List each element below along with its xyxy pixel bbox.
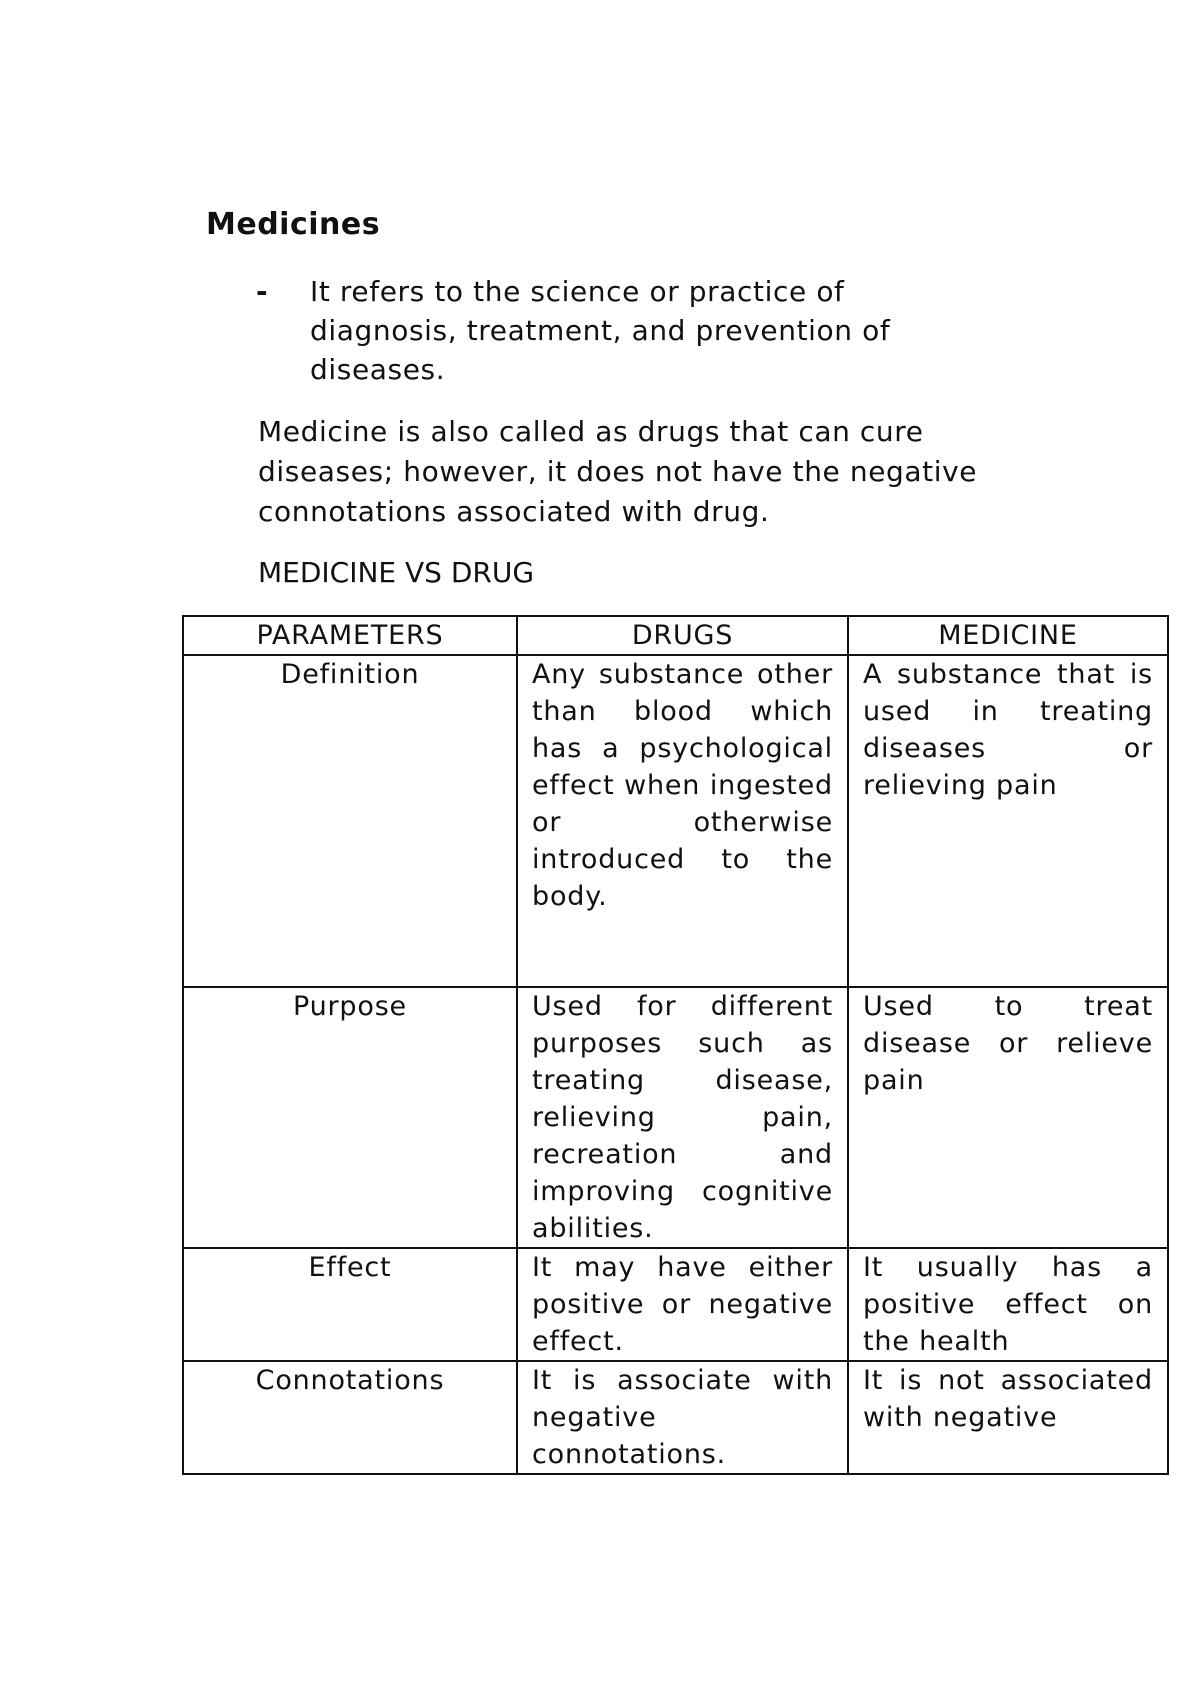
header-medicine: MEDICINE xyxy=(848,616,1168,655)
comparison-table xyxy=(182,615,1169,1475)
bullet-text: It refers to the science or practice of diagnosis, treatment, and prevention of diseases. xyxy=(310,275,891,386)
parameter-cell: Connotations xyxy=(183,1361,517,1474)
document-title: Medicines xyxy=(206,207,381,242)
header-drugs: DRUGS xyxy=(517,616,848,655)
medicine-cell: Used to treat disease or relieve pain xyxy=(848,987,1168,1248)
table-header-row xyxy=(183,616,1168,655)
drugs-cell: It may have either positive or negative effect. xyxy=(517,1248,848,1361)
intro-paragraph: Medicine is also called as drugs that can cure diseases; however, it does not have the negative connotations associated with drug. xyxy=(258,415,978,528)
drugs-cell: Any substance other than blood which has a psychological effect when ingested or otherwise introduced to the body. xyxy=(517,655,848,987)
table-row xyxy=(183,655,1168,987)
medicine-cell: It usually has a positive effect on the health xyxy=(848,1248,1168,1361)
parameter-cell: Purpose xyxy=(183,987,517,1248)
parameter-cell: Definition xyxy=(183,655,517,987)
drugs-cell: Used for different purposes such as treating disease, relieving pain, recreation and improving cognitive abilities. xyxy=(517,987,848,1248)
table-row xyxy=(183,1361,1168,1474)
table-row xyxy=(183,1248,1168,1361)
medicine-cell: A substance that is used in treating diseases or relieving pain xyxy=(848,655,1168,987)
section-heading: MEDICINE VS DRUG xyxy=(258,556,535,589)
drugs-cell: It is associate with negative connotations. xyxy=(517,1361,848,1474)
parameter-cell: Effect xyxy=(183,1248,517,1361)
medicine-cell: It is not associated with negative xyxy=(848,1361,1168,1474)
bullet-marker: - xyxy=(256,275,268,308)
header-parameters: PARAMETERS xyxy=(183,616,517,655)
table-row xyxy=(183,987,1168,1248)
